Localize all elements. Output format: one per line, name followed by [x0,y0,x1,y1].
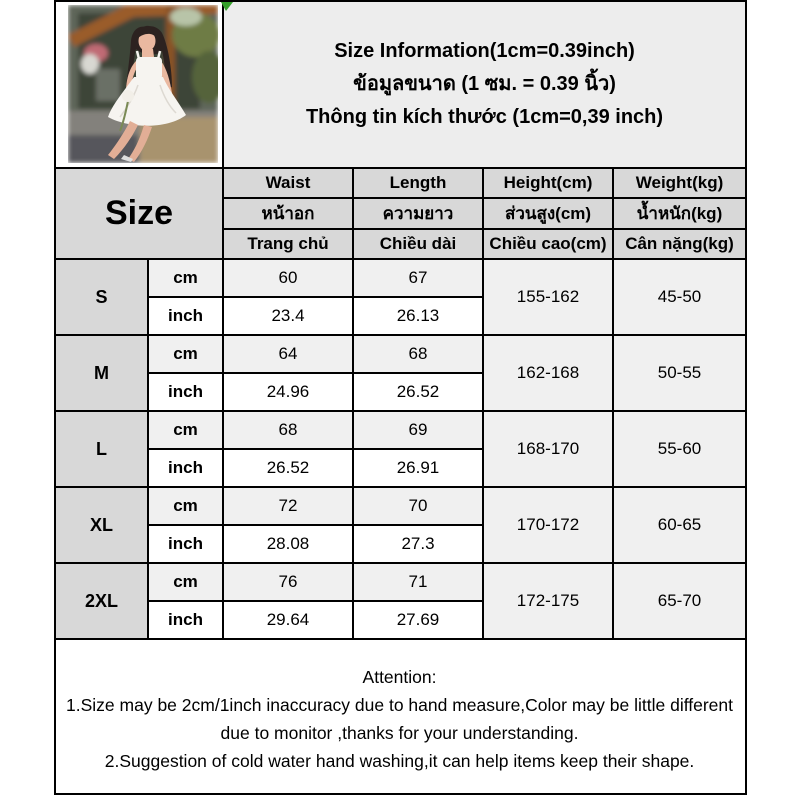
attention-notes [55,639,746,794]
size-chart-sheet [54,0,745,795]
waist-inch-value: 24.96 [223,373,353,411]
title-en: Size Information(1cm=0.39inch) [334,40,635,62]
title-vi: Thông tin kích thước (1cm=0,39 inch) [305,106,664,128]
height-range: 170-172 [483,487,613,563]
length-cm-value: 71 [353,563,483,601]
weight-range: 60-65 [613,487,746,563]
attention-note-2: 2.Suggestion of cold water hand washing,it can help items keep their shape. [104,751,695,771]
waist-inch-value: 28.08 [223,525,353,563]
height-range: 162-168 [483,335,613,411]
header-length-en: Length [353,168,483,198]
waist-cm-value: 72 [223,487,353,525]
weight-range: 45-50 [613,259,746,335]
length-inch-value: 27.69 [353,601,483,639]
length-cm-value: 68 [353,335,483,373]
size-label: L [55,411,148,487]
weight-range: 55-60 [613,411,746,487]
unit-cm-label: cm [148,259,223,297]
size-label: 2XL [55,563,148,639]
header-weight-en: Weight(kg) [613,168,746,198]
size-column-header: Size [55,168,223,259]
length-inch-value: 26.91 [353,449,483,487]
header-weight-vi: Cân nặng(kg) [613,229,746,259]
header-waist-en: Waist [223,168,353,198]
weight-range: 65-70 [613,563,746,639]
unit-inch-label: inch [148,297,223,335]
title-cell [223,1,746,168]
length-cm-value: 67 [353,259,483,297]
product-photo [68,5,218,163]
header-waist-th: หน้าอก [223,198,353,229]
unit-cm-label: cm [148,335,223,373]
size-table [54,0,747,795]
header-height-vi: Chiều cao(cm) [483,229,613,259]
unit-cm-label: cm [148,411,223,449]
header-length-vi: Chiều dài [353,229,483,259]
product-photo-cell [55,1,223,168]
green-corner-marker [221,2,233,11]
waist-inch-value: 26.52 [223,449,353,487]
unit-cm-label: cm [148,563,223,601]
unit-inch-label: inch [148,525,223,563]
attention-note-1: 1.Size may be 2cm/1inch inaccuracy due to hand measure,Color may be little different due to monitor ,thanks for your understanding. [66,695,733,743]
waist-cm-value: 68 [223,411,353,449]
length-inch-value: 26.52 [353,373,483,411]
header-waist-vi: Trang chủ [223,229,353,259]
height-range: 168-170 [483,411,613,487]
length-inch-value: 26.13 [353,297,483,335]
unit-inch-label: inch [148,601,223,639]
header-length-th: ความยาว [353,198,483,229]
unit-cm-label: cm [148,487,223,525]
size-label: S [55,259,148,335]
weight-range: 50-55 [613,335,746,411]
title-th: ข้อมูลขนาด (1 ซม. = 0.39 นิ้ว) [353,73,616,95]
height-range: 172-175 [483,563,613,639]
length-cm-value: 69 [353,411,483,449]
header-height-en: Height(cm) [483,168,613,198]
waist-cm-value: 60 [223,259,353,297]
header-weight-th: น้ำหนัก(kg) [613,198,746,229]
length-cm-value: 70 [353,487,483,525]
size-label: XL [55,487,148,563]
waist-inch-value: 23.4 [223,297,353,335]
waist-cm-value: 64 [223,335,353,373]
height-range: 155-162 [483,259,613,335]
waist-inch-value: 29.64 [223,601,353,639]
size-label: M [55,335,148,411]
length-inch-value: 27.3 [353,525,483,563]
unit-inch-label: inch [148,373,223,411]
header-height-th: ส่วนสูง(cm) [483,198,613,229]
waist-cm-value: 76 [223,563,353,601]
unit-inch-label: inch [148,449,223,487]
attention-heading: Attention: [362,667,437,687]
